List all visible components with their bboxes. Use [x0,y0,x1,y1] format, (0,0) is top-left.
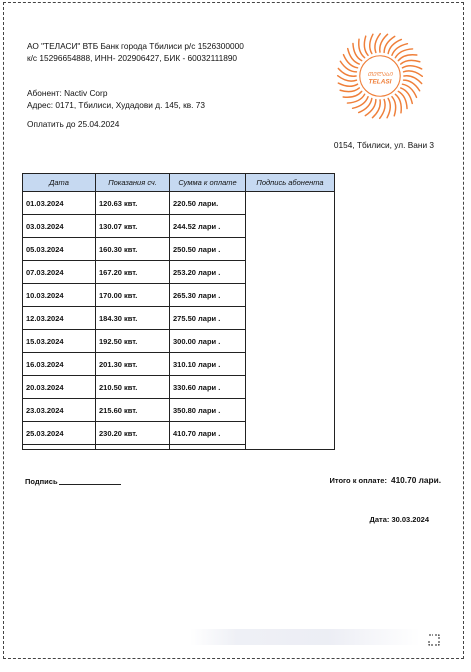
corner-crop-mark-icon [428,634,440,646]
logo-ray [401,60,420,64]
row-reading: 201.30 квт. [96,353,170,376]
row-amount: 410.70 лари . [170,422,246,445]
total-label: Итого к оплате: [329,476,387,485]
logo-ray [402,66,421,69]
row-reading: 160.30 квт. [96,238,170,261]
header-reading: Показания сч. [96,174,170,192]
subscriber-address: Адрес: 0171, Тбилиси, Худадови д. 145, кв. 73 [27,100,206,110]
telasi-sun-logo-icon [334,30,426,122]
row-amount: 300.00 лари . [170,330,246,353]
document-date: Дата: 30.03.2024 [369,515,429,524]
logo-ray [387,98,390,117]
row-amount: 250.50 лари . [170,238,246,261]
row-reading: 215.60 квт. [96,399,170,422]
subscriber-name: Абонент: Nactiv Corp [27,88,108,98]
row-amount: 253.20 лари . [170,261,246,284]
row-amount: 330.60 лари . [170,376,246,399]
row-reading: 210.50 квт. [96,376,170,399]
row-date: 10.03.2024 [23,284,96,307]
row-amount: 350.80 лари . [170,399,246,422]
header-date: Дата [23,174,96,192]
header-amount: Сумма к оплате [170,174,246,192]
blurred-footer [190,629,420,645]
row-date: 15.03.2024 [23,330,96,353]
row-amount: 244.52 лари . [170,215,246,238]
row-date: 07.03.2024 [23,261,96,284]
logo-ray [338,83,357,86]
signature-column-cell[interactable] [246,192,335,450]
logo-text-latin: TELASI [368,78,392,86]
spacer-cell [96,445,170,450]
row-amount: 310.10 лари . [170,353,246,376]
row-reading: 184.30 квт. [96,307,170,330]
logo-text-georgian: ᲗᲔᲚᲐᲡᲘ [367,72,393,78]
header-signature: Подпись абонента [246,174,335,192]
row-reading: 167.20 квт. [96,261,170,284]
office-address: 0154, Тбилиси, ул. Вани 3 [333,140,434,150]
row-reading: 230.20 квт. [96,422,170,445]
table-row [23,192,335,215]
logo-ray [340,88,359,92]
row-date: 05.03.2024 [23,238,96,261]
row-date: 01.03.2024 [23,192,96,215]
row-amount: 265.30 лари . [170,284,246,307]
logo-ray [370,34,373,53]
company-account-line: к/с 15296654888, ИНН- 202906427, БИК - 60032111890 [27,53,238,63]
row-reading: 120.63 квт. [96,192,170,215]
row-date: 23.03.2024 [23,399,96,422]
signature-label: Подпись [25,477,58,486]
row-reading: 170.00 квт. [96,284,170,307]
total-due [329,475,441,485]
signature-line [59,484,121,485]
table-body [23,192,335,450]
row-date: 25.03.2024 [23,422,96,445]
table-header-row [23,174,335,192]
signature-field [25,477,121,486]
logo-ray [364,36,368,55]
row-reading: 192.50 квт. [96,330,170,353]
logo-ray [392,97,396,116]
row-amount: 275.50 лари . [170,307,246,330]
row-date: 16.03.2024 [23,353,96,376]
spacer-cell [170,445,246,450]
row-date: 03.03.2024 [23,215,96,238]
row-reading: 130.07 квт. [96,215,170,238]
row-date: 20.03.2024 [23,376,96,399]
row-amount: 220.50 лари. [170,192,246,215]
readings-table [22,173,335,450]
total-amount: 410.70 лари. [390,475,441,485]
spacer-cell [23,445,96,450]
row-date: 12.03.2024 [23,307,96,330]
company-bank-line: АО "ТЕЛАСИ" ВТБ Банк города Тбилиси р/с 1526300000 [27,41,244,51]
pay-by-date: Оплатить до 25.04.2024 [27,119,120,129]
